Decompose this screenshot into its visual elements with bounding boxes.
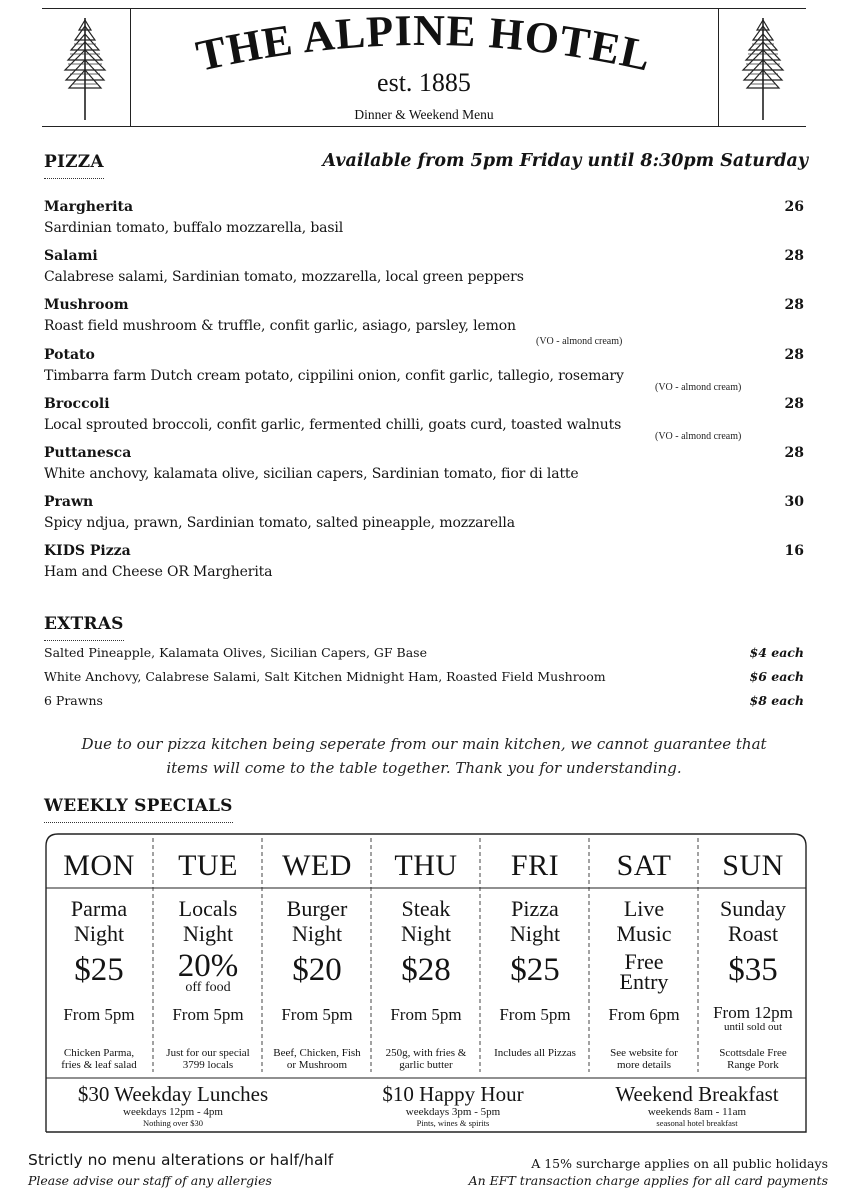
day-name: SAT [616, 849, 672, 882]
special-time: From 12pm [713, 1003, 793, 1022]
pine-tree-icon [60, 14, 110, 122]
header-divider-right [718, 8, 719, 126]
pizza-availability: Available from 5pm Friday until 8:30pm Saturday [322, 151, 808, 171]
day-name: TUE [178, 849, 238, 882]
menu-item [44, 394, 806, 436]
extras-section-title: EXTRAS [44, 614, 124, 634]
special-price [154, 948, 262, 995]
item-price: 28 [784, 297, 804, 313]
special-title-line: Night [73, 921, 125, 946]
special-note [590, 1047, 698, 1071]
vegan-option-note: (VO - almond cream) [655, 431, 742, 442]
special-time: From 6pm [608, 1005, 680, 1024]
special-note-line: Scottsdale Free [719, 1047, 787, 1059]
extras-row [44, 667, 806, 687]
special-price-value: Free [624, 949, 664, 974]
special-title-line: Burger [286, 896, 348, 921]
special-sun [699, 840, 807, 1080]
weekly-specials-title: WEEKLY SPECIALS [44, 796, 233, 816]
item-price: 28 [784, 248, 804, 264]
special-note [372, 1047, 480, 1071]
item-name: Broccoli [44, 396, 110, 412]
special-note-line: Beef, Chicken, Fish [273, 1047, 361, 1059]
menu-subtitle: Dinner & Weekend Menu [354, 107, 494, 122]
pizza-section-title: PIZZA [44, 152, 104, 172]
special-tue [154, 840, 262, 1080]
item-name: Potato [44, 347, 95, 363]
happy-hour-sub: weekdays 3pm - 5pm [405, 1106, 501, 1118]
item-description: Ham and Cheese OR Margherita [44, 564, 273, 580]
header-rule-bottom [42, 126, 806, 127]
special-sat [590, 840, 698, 1080]
special-title [263, 896, 371, 948]
item-description: White anchovy, kalamata olive, sicilian capers, Sardinian tomato, fior di latte [44, 466, 579, 482]
item-name: Mushroom [44, 297, 129, 313]
special-time-sub: until sold out [723, 1021, 783, 1033]
special-note [263, 1047, 371, 1071]
special-note [45, 1047, 153, 1071]
special-thu [372, 840, 480, 1080]
special-note [699, 1047, 807, 1071]
special-time: From 5pm [63, 1005, 135, 1024]
special-title-line: Sunday [720, 896, 786, 921]
special-price: $28 [401, 952, 451, 988]
item-name: Prawn [44, 494, 94, 510]
day-name: FRI [510, 849, 560, 882]
extras-row [44, 643, 806, 663]
special-note-line: Includes all Pizzas [494, 1047, 576, 1059]
kitchen-notice-line: Due to our pizza kitchen being seperate from our main kitchen, we cannot guarantee that [81, 735, 767, 753]
menu-item [44, 492, 806, 534]
weekend-breakfast [586, 1082, 808, 1128]
item-name: Margherita [44, 199, 134, 215]
item-description: Spicy ndjua, prawn, Sardinian tomato, salted pineapple, mozzarella [44, 515, 515, 531]
special-note [154, 1047, 262, 1071]
established-year: est. 1885 [377, 68, 471, 97]
item-name: Salami [44, 248, 98, 264]
special-time: From 5pm [390, 1005, 462, 1024]
happy-hour-title: $10 Happy Hour [382, 1082, 524, 1106]
special-title [154, 896, 262, 948]
item-description: Sardinian tomato, buffalo mozzarella, basil [44, 220, 344, 236]
menu-item [44, 345, 806, 387]
footer-surcharge: A 15% surcharge applies on all public holidays [531, 1156, 828, 1171]
special-price [590, 950, 698, 992]
special-note-line: more details [616, 1059, 672, 1071]
footer-eft-charge: An EFT transaction charge applies for all card payments [468, 1173, 828, 1188]
special-price: $20 [292, 952, 342, 988]
special-price: $25 [510, 952, 560, 988]
extras-price: $8 each [749, 693, 804, 708]
breakfast-sub-note: seasonal hotel breakfast [656, 1118, 738, 1128]
day-name: SUN [722, 849, 784, 882]
special-note-line: Chicken Parma, [63, 1047, 135, 1059]
special-price: $25 [74, 952, 124, 988]
extras-row [44, 691, 806, 711]
item-name: Puttanesca [44, 445, 132, 461]
special-title [699, 896, 807, 948]
item-description: Local sprouted broccoli, confit garlic, fermented chilli, goats curd, toasted walnuts [44, 417, 622, 433]
special-price-sub: Entry [619, 969, 669, 994]
item-price: 28 [784, 396, 804, 412]
lunch-sub: weekdays 12pm - 4pm [123, 1106, 223, 1118]
special-title-line: Pizza [511, 896, 559, 921]
weekday-lunches [58, 1082, 288, 1128]
special-time: From 5pm [172, 1005, 244, 1024]
special-title-line: Locals [178, 896, 238, 921]
day-name: WED [282, 849, 352, 882]
menu-item [44, 197, 806, 239]
special-time: From 5pm [499, 1005, 571, 1024]
footer-allergies: Please advise our staff of any allergies [28, 1173, 272, 1188]
extras-label: 6 Prawns [44, 693, 103, 708]
happy-hour [338, 1082, 568, 1128]
item-description: Timbarra farm Dutch cream potato, cippilini onion, confit garlic, tallegio, rosemary [44, 368, 624, 384]
special-wed [263, 840, 371, 1080]
special-price-sub: off food [185, 980, 231, 995]
lunch-title: $30 Weekday Lunches [77, 1082, 269, 1106]
special-fri [481, 840, 589, 1080]
extras-label: Salted Pineapple, Kalamata Olives, Sicilian Capers, GF Base [44, 645, 427, 660]
special-title-line: Roast [727, 921, 779, 946]
extras-price: $4 each [749, 645, 804, 660]
menu-item [44, 541, 806, 583]
special-note-line: fries & leaf salad [61, 1059, 137, 1071]
special-note [481, 1047, 589, 1059]
header-divider-left [130, 8, 131, 126]
special-title-line: Night [400, 921, 452, 946]
special-title-line: Night [291, 921, 343, 946]
menu-item [44, 295, 806, 337]
special-note-line: 250g, with fries & [385, 1047, 467, 1059]
special-title [372, 896, 480, 948]
breakfast-sub: weekends 8am - 11am [647, 1106, 747, 1118]
special-title-line: Live [623, 896, 665, 921]
special-price: $35 [728, 952, 778, 988]
special-price-value: 20% [177, 948, 239, 984]
pine-tree-icon [738, 14, 788, 122]
header-rule-top [42, 8, 806, 9]
vegan-option-note: (VO - almond cream) [655, 382, 742, 393]
special-note-line: 3799 locals [182, 1059, 234, 1071]
item-price: 26 [784, 199, 804, 215]
special-note-line: garlic butter [399, 1059, 453, 1071]
item-price: 28 [784, 347, 804, 363]
special-note-line: Just for our special [166, 1047, 250, 1059]
item-name: KIDS Pizza [44, 543, 131, 559]
special-title [45, 896, 153, 948]
special-title [481, 896, 589, 948]
special-note-line: or Mushroom [286, 1059, 348, 1071]
footer-no-alterations: Strictly no menu alterations or half/half [28, 1151, 334, 1169]
day-name: MON [63, 849, 135, 882]
hotel-name: THE ALPINE HOTEL [192, 5, 656, 81]
kitchen-notice [40, 733, 808, 780]
extras-price: $6 each [749, 669, 804, 684]
special-time: From 5pm [281, 1005, 353, 1024]
lunch-sub-note: Nothing over $30 [143, 1118, 203, 1128]
special-title-line: Night [182, 921, 234, 946]
special-title [590, 896, 698, 948]
special-title-line: Steak [401, 896, 451, 921]
special-title-line: Music [616, 921, 672, 946]
vegan-option-note: (VO - almond cream) [536, 336, 623, 347]
item-price: 16 [784, 543, 804, 559]
item-price: 30 [784, 494, 804, 510]
extras-label: White Anchovy, Calabrese Salami, Salt Kitchen Midnight Ham, Roasted Field Mushroom [44, 669, 606, 684]
special-title-line: Parma [70, 896, 128, 921]
breakfast-title: Weekend Breakfast [615, 1082, 779, 1106]
special-note-line: Range Pork [727, 1059, 779, 1071]
day-name: THU [394, 849, 458, 882]
special-note-line: See website for [610, 1047, 678, 1059]
kitchen-notice-line: items will come to the table together. Thank you for understanding. [166, 758, 682, 777]
menu-item [44, 246, 806, 288]
special-title-line: Night [509, 921, 561, 946]
special-mon [45, 840, 153, 1080]
item-price: 28 [784, 445, 804, 461]
happy-hour-sub-note: Pints, wines & spirits [416, 1118, 490, 1128]
item-description: Calabrese salami, Sardinian tomato, mozzarella, local green peppers [44, 269, 524, 285]
item-description: Roast field mushroom & truffle, confit garlic, asiago, parsley, lemon [44, 318, 516, 334]
menu-item [44, 443, 806, 485]
